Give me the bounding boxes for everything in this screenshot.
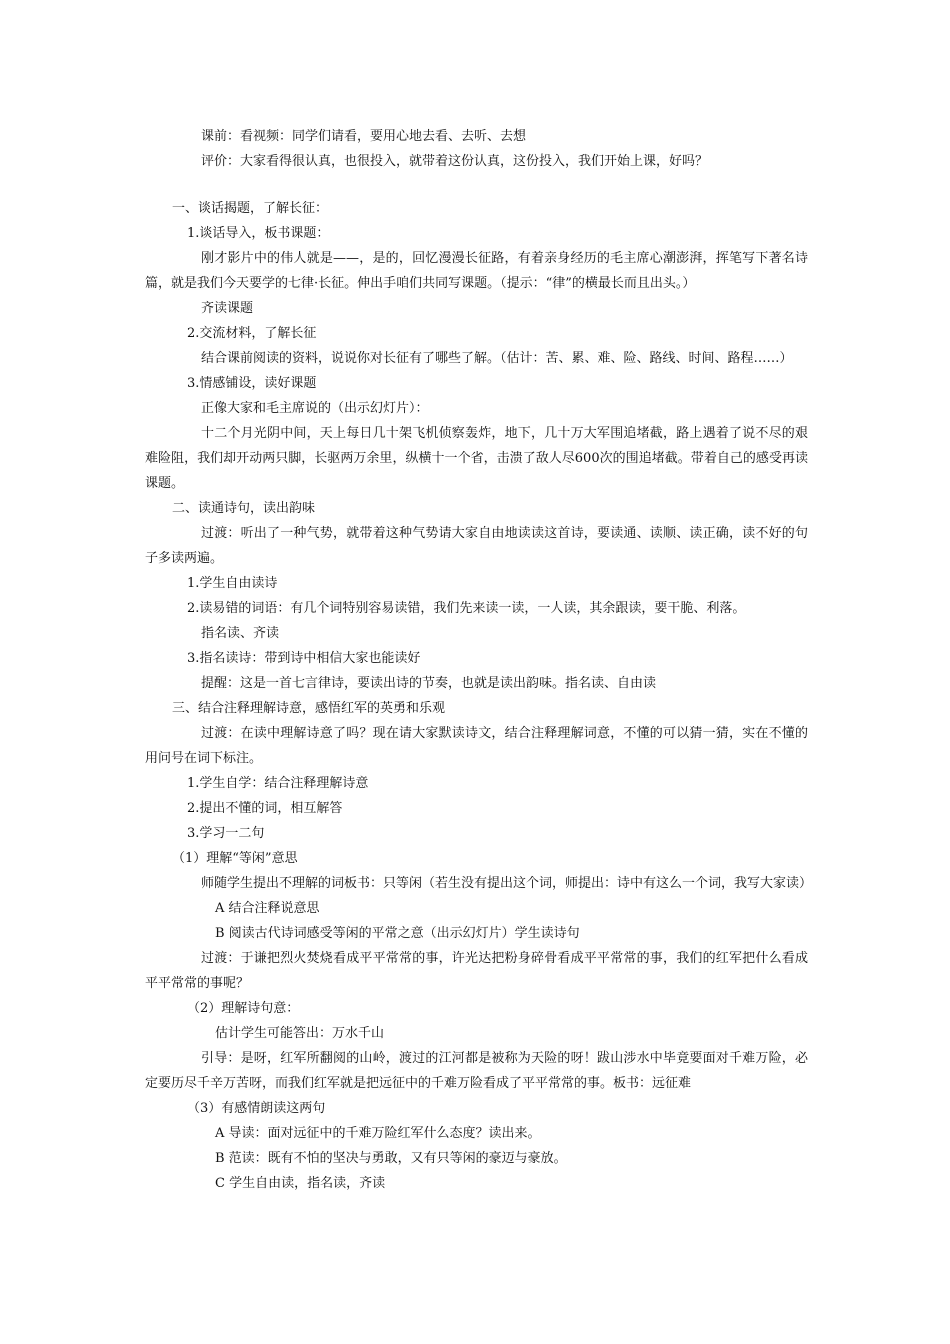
paragraph: 二、读通诗句，读出韵味 [172,501,316,516]
paragraph: 2.交流材料，了解长征 [187,326,317,341]
paragraph: （3）有感情朗读这两句 [187,1101,326,1116]
paragraph: C 学生自由读，指名读，齐读 [215,1176,386,1191]
paragraph: 1.谈话导入，板书课题： [187,226,330,241]
paragraph: 正像大家和毛主席说的（出示幻灯片）： [201,401,429,416]
paragraph-spacer [145,174,808,196]
paragraph: （2）理解诗句意： [187,1001,300,1016]
paragraph: 2.提出不懂的词，相互解答 [187,801,343,816]
paragraph: 估计学生可能答出：万水千山 [215,1026,385,1041]
paragraph: 刚才影片中的伟人就是——，是的，回忆漫漫长征路，有着亲身经历的毛主席心潮澎湃，挥笔写下著名诗篇，就是我们今天要学的七律·长征。伸出手咱们共同写课题。（提示：“律”的横最长而且出头。） [145,251,808,291]
paragraph: （1）理解“等闲”意思 [172,851,298,866]
paragraph: 结合课前阅读的资料，说说你对长征有了哪些了解。（估计：苦、累、难、险、路线、时间、路程……） [201,351,793,366]
paragraph: 3.指名读诗：带到诗中相信大家也能读好 [187,651,421,666]
paragraph: A 导读：面对远征中的千难万险红军什么态度？读出来。 [215,1126,541,1141]
paragraph: 3.情感铺设，读好课题 [187,376,317,391]
paragraph: 齐读课题 [201,301,254,316]
paragraph: 评价：大家看得很认真，也很投入，就带着这份认真，这份投入，我们开始上课，好吗？ [201,154,709,169]
paragraph: 过渡：在读中理解诗意了吗？现在请大家默读诗文，结合注释理解词意，不懂的可以猜一猜，实在不懂的用问号在词下标注。 [145,726,808,766]
paragraph: 2.读易错的词语：有几个词特别容易读错，我们先来读一读，一人读，其余跟读，要干脆、利落。 [187,601,746,616]
paragraph: 指名读、齐读 [201,626,280,641]
paragraph: 提醒：这是一首七言律诗，要读出诗的节奏，也就是读出韵味。指名读、自由读 [201,676,657,691]
paragraph: 1.学生自学：结合注释理解诗意 [187,776,369,791]
lesson-plan-body [145,124,813,1196]
paragraph: B 范读：既有不怕的坚决与勇敢，又有只等闲的豪迈与豪放。 [215,1151,567,1166]
paragraph: 课前：看视频：同学们请看，要用心地去看、去听、去想 [201,129,527,144]
paragraph: 一、谈话揭题，了解长征： [172,201,329,216]
paragraph: 三、结合注释理解诗意，感悟红军的英勇和乐观 [172,701,446,716]
paragraph: 师随学生提出不理解的词板书：只等闲（若生没有提出这个词，师提出：诗中有这么一个词，我写大家读） [201,876,813,891]
paragraph: 引导：是呀，红军所翻阅的山岭，渡过的江河都是被称为天险的呀！跋山涉水中毕竟要面对千难万险，必定要历尽千辛万苦呀，而我们红军就是把远征中的千难万险看成了平平常常的事。板书：远征难 [145,1051,808,1091]
paragraph: 十二个月光阴中间，天上每日几十架飞机侦察轰炸，地下，几十万大军围追堵截，路上遇着了说不尽的艰难险阻，我们却开动两只脚，长驱两万余里，纵横十一个省，击溃了敌人尽600次的围追堵截。带着自己的感受再读课题。 [145,426,808,491]
paragraph: 3.学习一二句 [187,826,265,841]
paragraph: 过渡：听出了一种气势，就带着这种气势请大家自由地读读这首诗，要读通、读顺、读正确，读不好的句子多读两遍。 [145,526,808,566]
paragraph: B 阅读古代诗词感受等闲的平常之意（出示幻灯片）学生读诗句 [215,926,580,941]
paragraph: 过渡：于谦把烈火焚烧看成平平常常的事，许光达把粉身碎骨看成平平常常的事，我们的红军把什么看成平平常常的事呢？ [145,951,808,991]
paragraph: 1.学生自由读诗 [187,576,278,591]
paragraph: A 结合注释说意思 [215,901,320,916]
